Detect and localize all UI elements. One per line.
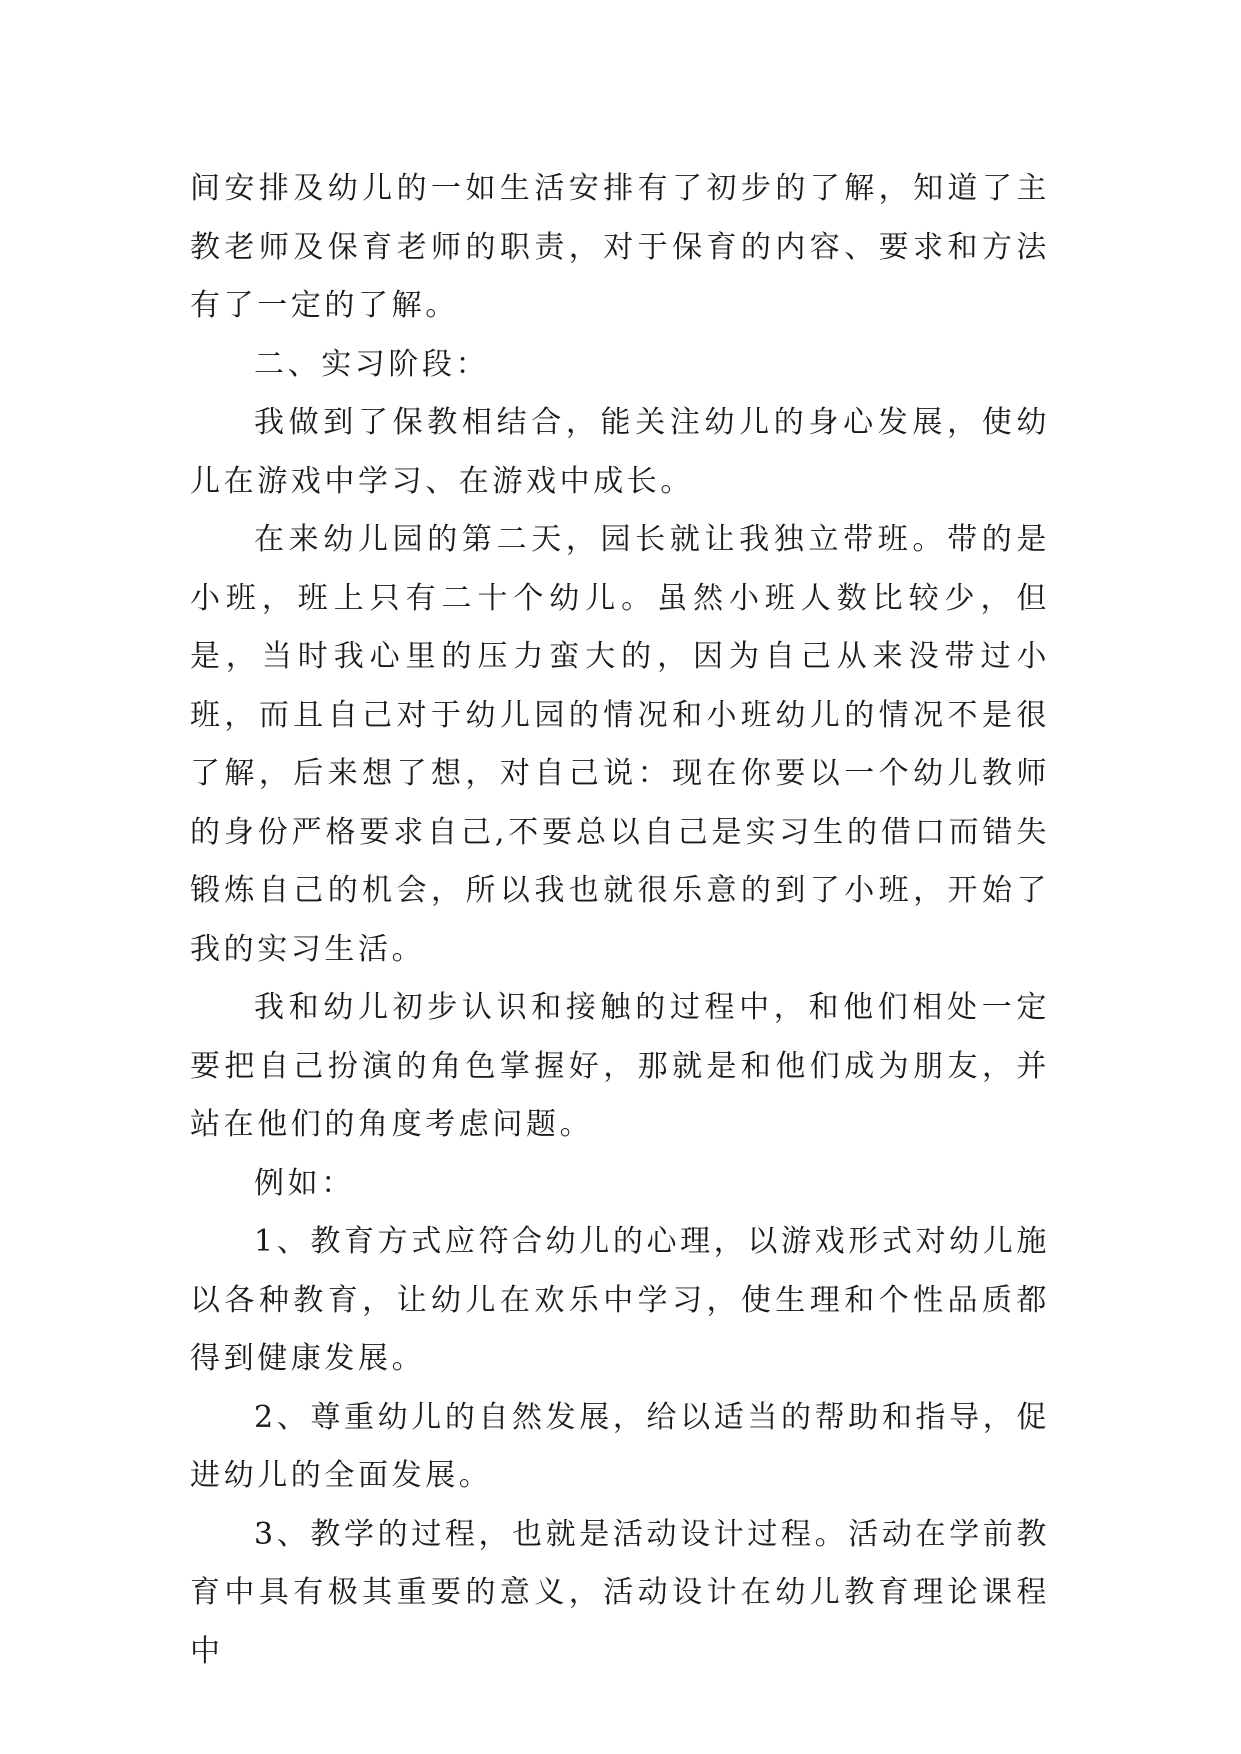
section-heading-internship: 二、实习阶段： — [254, 346, 490, 382]
paragraph-3: 我做到了保教相结合，能关注幼儿的身心发展，使幼儿在游戏中学习、在游戏中成长。 — [190, 405, 1050, 499]
list-item-1: 1、教育方式应符合幼儿的心理，以游戏形式对幼儿施以各种教育，让幼儿在欢乐中学习，使生理和个性品质都得到健康发展。 — [190, 1224, 1050, 1376]
paragraph-examples-label: 例如： — [254, 1165, 355, 1201]
paragraph-5: 我和幼儿初步认识和接触的过程中，和他们相处一定要把自己扮演的角色掌握好，那就是和他们成为朋友，并站在他们的角度考虑问题。 — [190, 990, 1050, 1142]
paragraph-4: 在来幼儿园的第二天，园长就让我独立带班。带的是小班，班上只有二十个幼儿。虽然小班人数比较少，但是，当时我心里的压力蛮大的，因为自己从来没带过小班，而且自己对于幼儿园的情况和小班幼儿的情况不是很了解，后来想了想，对自己说：现在你要以一个幼儿教师的身份严格要求自己,不要总以自己是实习生的借口而错失锻炼自己的机会，所以我也就很乐意的到了小班，开始了我的实习生活。 — [190, 522, 1050, 967]
paragraph-1: 间安排及幼儿的一如生活安排有了初步的了解，知道了主教老师及保育老师的职责，对于保育的内容、要求和方法有了一定的了解。 — [190, 171, 1050, 323]
document-body — [190, 160, 1050, 1681]
list-item-2: 2、尊重幼儿的自然发展，给以适当的帮助和指导，促进幼儿的全面发展。 — [190, 1399, 1050, 1493]
list-item-3: 3、教学的过程，也就是活动设计过程。活动在学前教育中具有极其重要的意义，活动设计在幼儿教育理论课程中 — [190, 1516, 1050, 1669]
